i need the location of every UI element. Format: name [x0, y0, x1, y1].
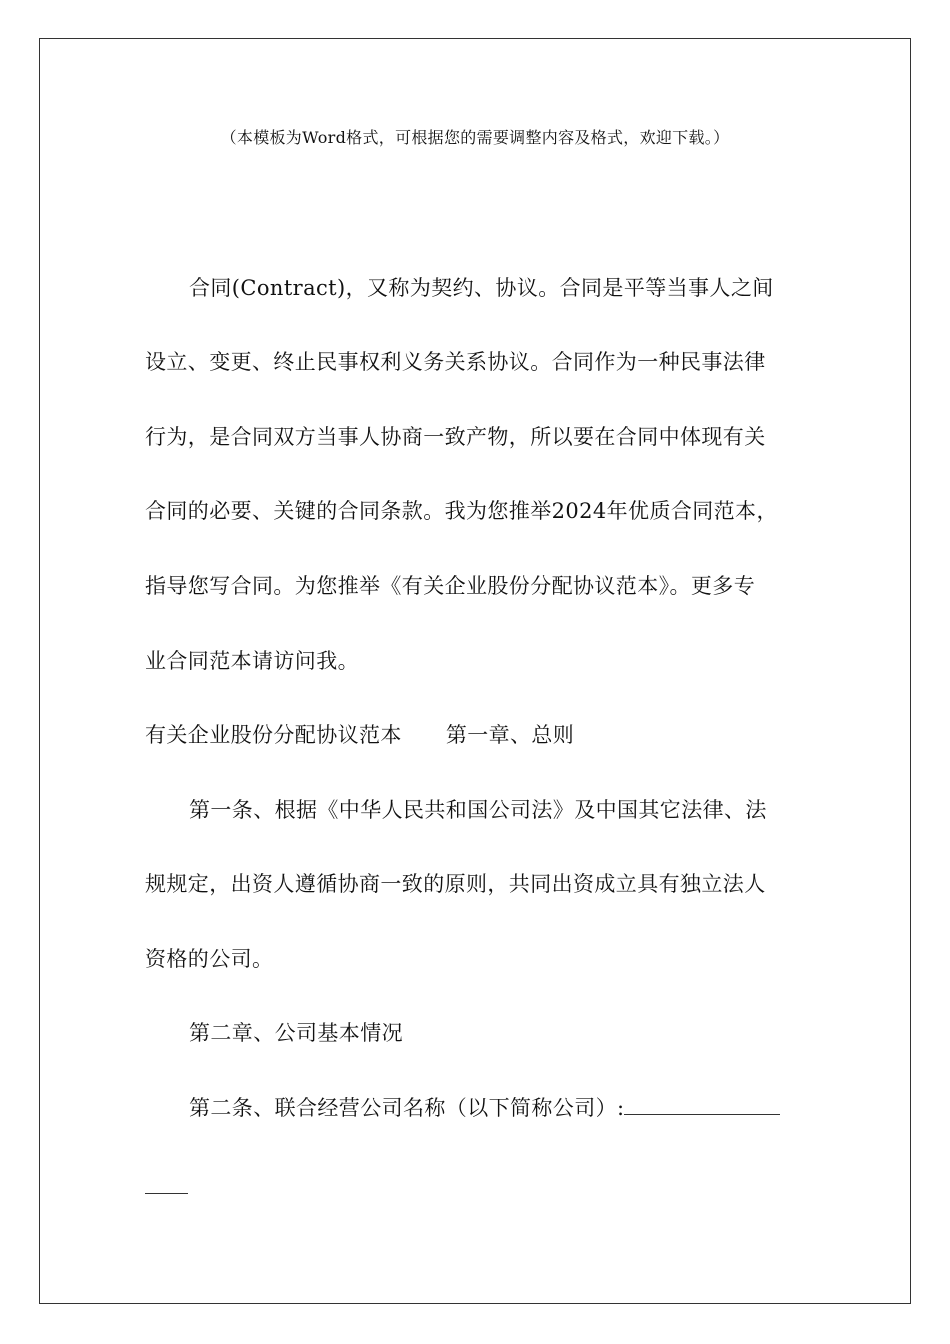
chapter-2-title: 第二章、公司基本情况 [189, 1021, 403, 1045]
company-name-blank [624, 1094, 780, 1115]
template-note: （本模板为Word格式，可根据您的需要调整内容及格式，欢迎下载。） [220, 128, 730, 147]
article-1-line-2: 规规定，出资人遵循协商一致的原则，共同出资成立具有独立法人 [145, 872, 766, 896]
company-name-blank-continuation [145, 1193, 188, 1194]
intro-line-1: 合同(Contract)，又称为契约、协议。合同是平等当事人之间 [189, 276, 774, 300]
document-title: 有关企业股份分配协议范本 [145, 723, 402, 747]
intro-line-4: 合同的必要、关键的合同条款。我为您推举2024年优质合同范本， [145, 499, 778, 523]
intro-line-6: 业合同范本请访问我。 [145, 649, 359, 673]
article-2-label: 第二条、联合经营公司名称（以下简称公司）: [189, 1096, 625, 1120]
title-line [145, 721, 574, 749]
intro-line-5: 指导您写合同。为您推举《有关企业股份分配协议范本》。更多专 [145, 574, 756, 598]
intro-line-2: 设立、变更、终止民事权利义务关系协议。合同作为一种民事法律 [145, 350, 766, 374]
article-2-line [189, 1094, 780, 1122]
intro-line-3: 行为，是合同双方当事人协商一致产物，所以要在合同中体现有关 [145, 425, 766, 449]
article-1-line-3: 资格的公司。 [145, 947, 274, 971]
article-1-line-1: 第一条、根据《中华人民共和国公司法》及中国其它法律、法 [189, 798, 767, 822]
chapter-1-title: 第一章、总则 [445, 723, 575, 747]
